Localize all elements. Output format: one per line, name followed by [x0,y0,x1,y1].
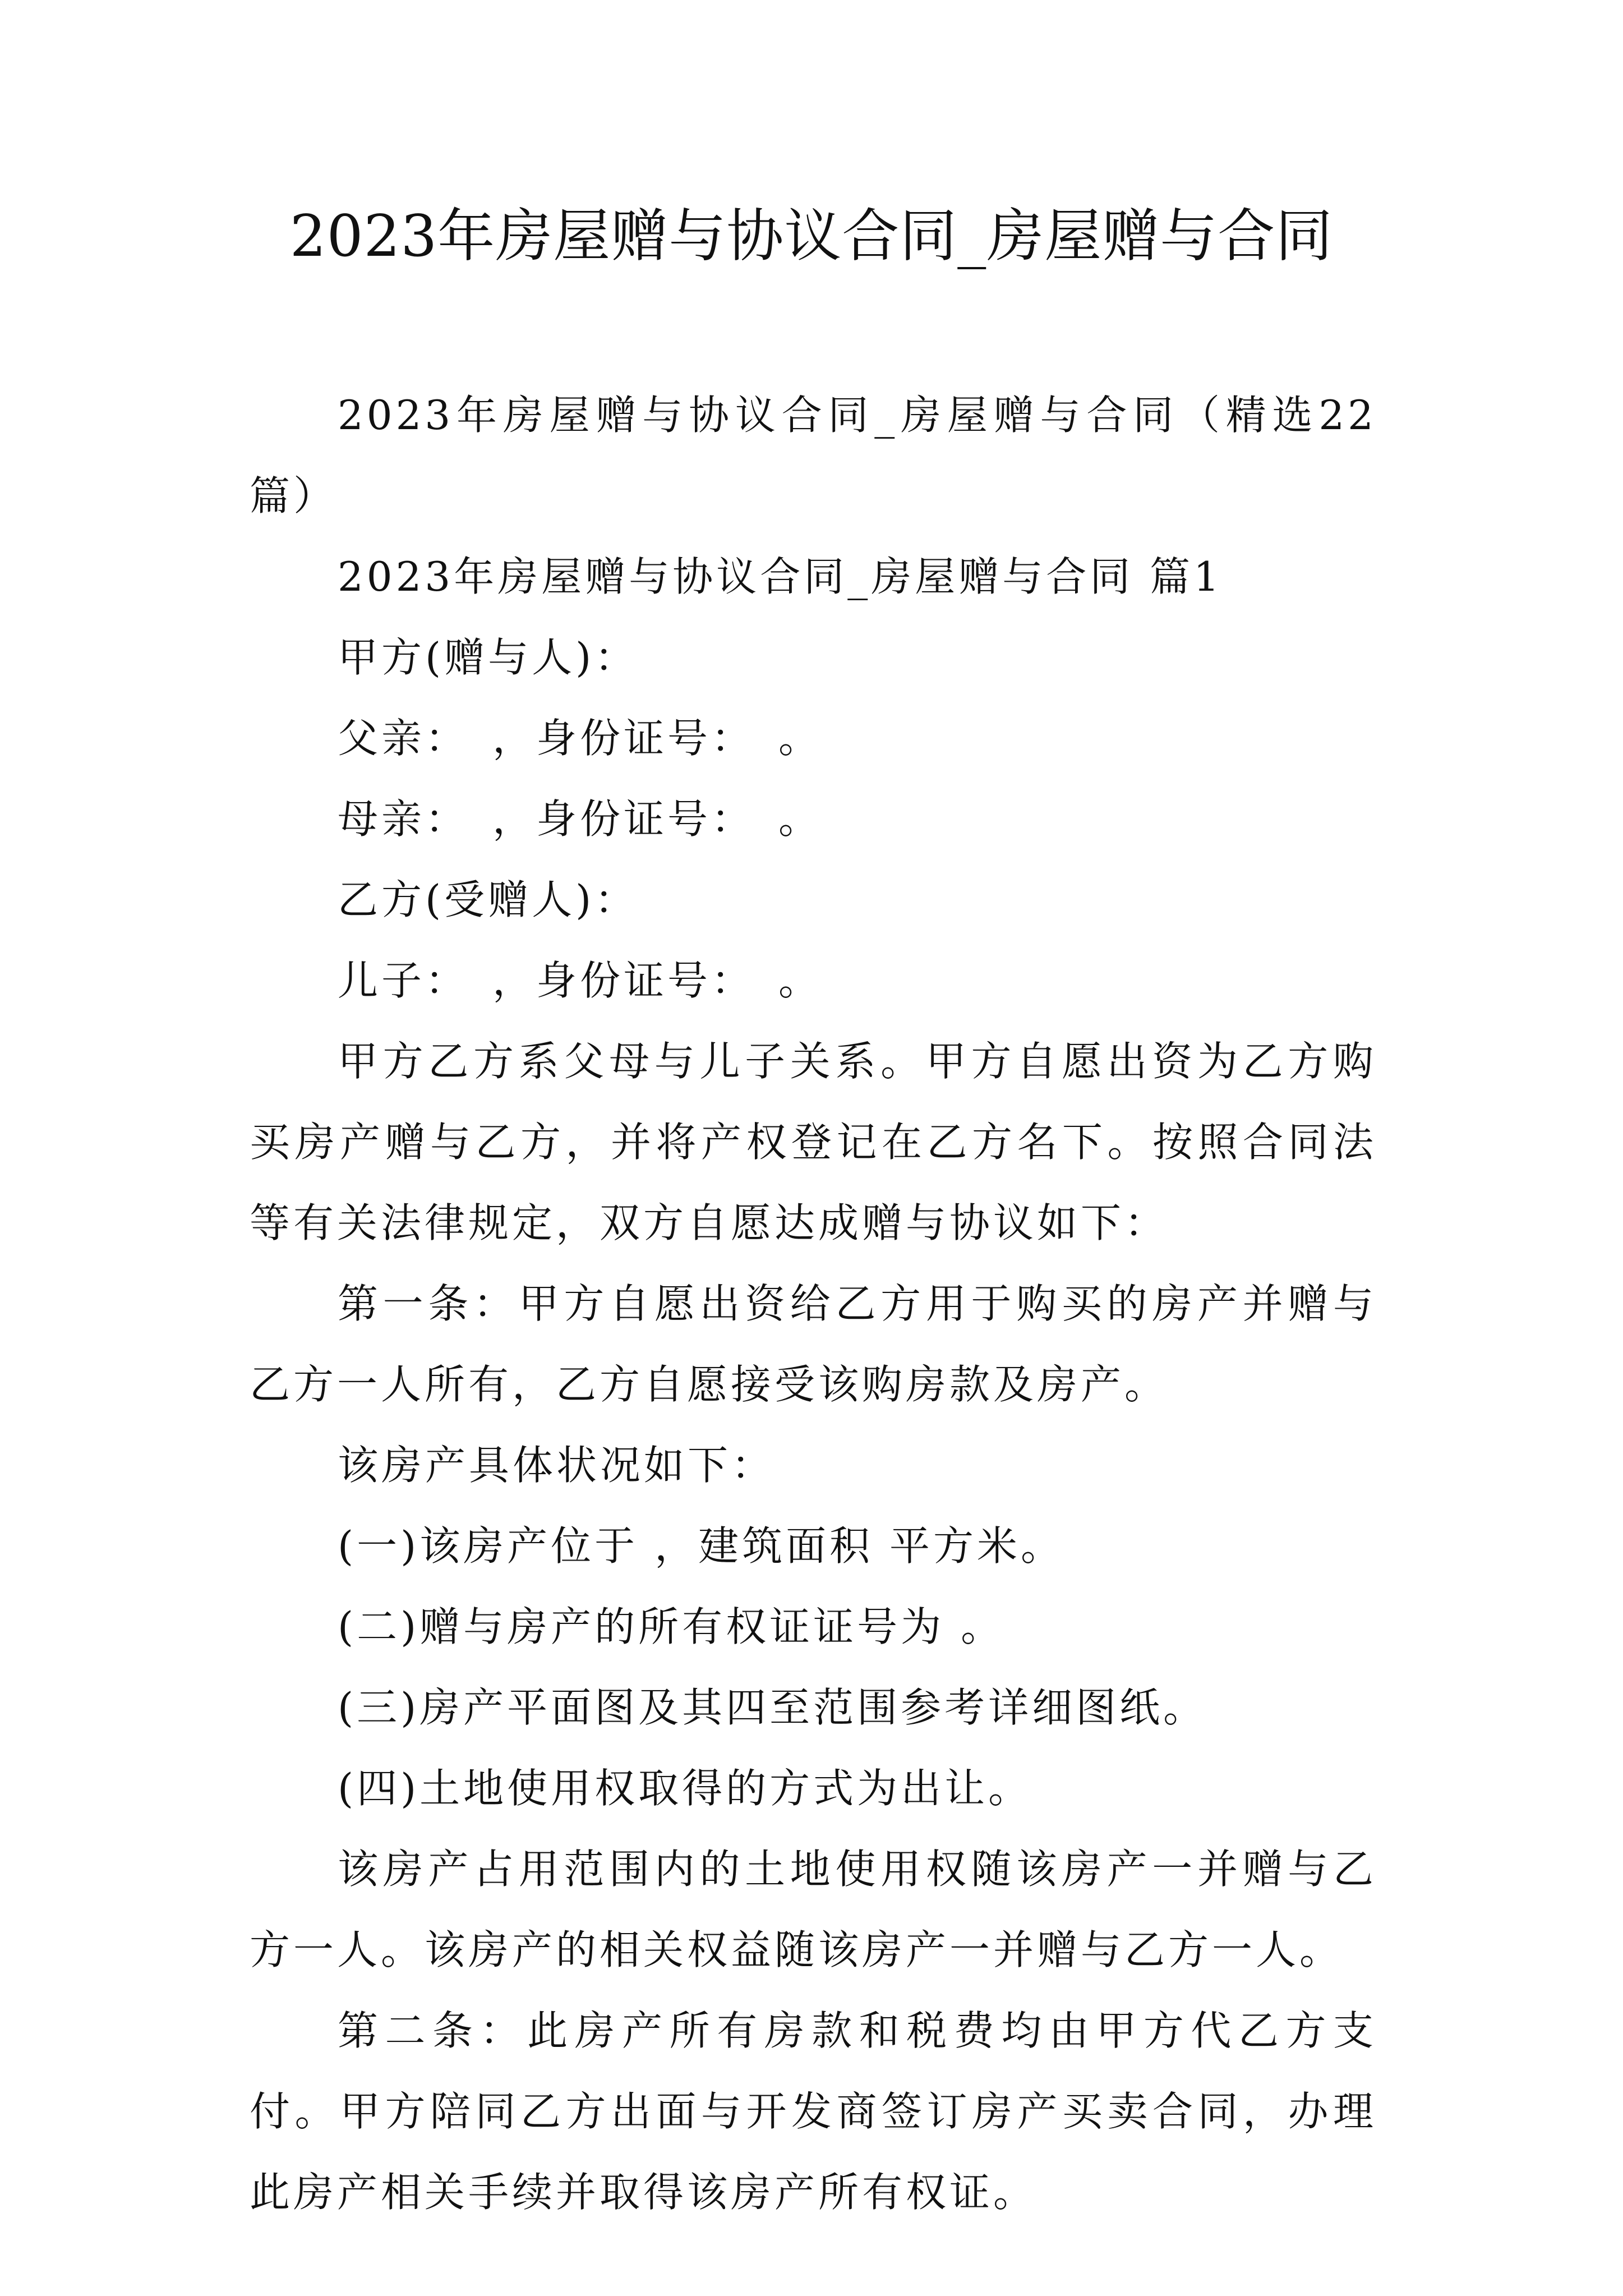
party-b-label: 乙方(受赠人)： [338,876,639,923]
article-two: 第二条：此房产所有房款和税费均由甲方代乙方支付。甲方陪同乙方出面与开发商签订房产买卖合同，办理此房产相关手续并取得该房产所有权证。 [250,2007,1377,2216]
property-item-1: (一)该房产位于 ，建筑面积 平方米。 [338,1522,1064,1570]
mother-line: 母亲： ，身份证号： 。 [338,795,823,843]
document-body [250,375,1377,2233]
document-title: 2023年房屋赠与协议合同_房屋赠与合同 [289,203,1334,270]
section-heading: 2023年房屋赠与协议合同_房屋赠与合同 篇1 [338,553,1223,600]
article-one: 第一条：甲方自愿出资给乙方用于购买的房产并赠与乙方一人所有，乙方自愿接受该购房款及房产。 [250,1280,1377,1408]
relationship-paragraph: 甲方乙方系父母与儿子关系。甲方自愿出资为乙方购买房产赠与乙方，并将产权登记在乙方名下。按照合同法等有关法律规定，双方自愿达成赠与协议如下： [250,1038,1377,1246]
son-line: 儿子： ，身份证号： 。 [338,957,823,1004]
land-use-paragraph: 该房产占用范围内的土地使用权随该房产一并赠与乙方一人。该房产的相关权益随该房产一并赠与乙方一人。 [250,1846,1377,1973]
father-line: 父亲： ，身份证号： 。 [338,715,823,762]
property-item-4: (四)土地使用权取得的方式为出让。 [338,1765,1032,1812]
party-a-label: 甲方(赠与人)： [338,634,639,681]
property-item-2: (二)赠与房产的所有权证证号为 。 [338,1603,1005,1650]
subtitle-paragraph: 2023年房屋赠与协议合同_房屋赠与合同（精选22篇） [250,392,1377,519]
property-status-heading: 该房产具体状况如下： [338,1442,776,1489]
property-item-3: (三)房产平面图及其四至范围参考详细图纸。 [338,1684,1207,1731]
